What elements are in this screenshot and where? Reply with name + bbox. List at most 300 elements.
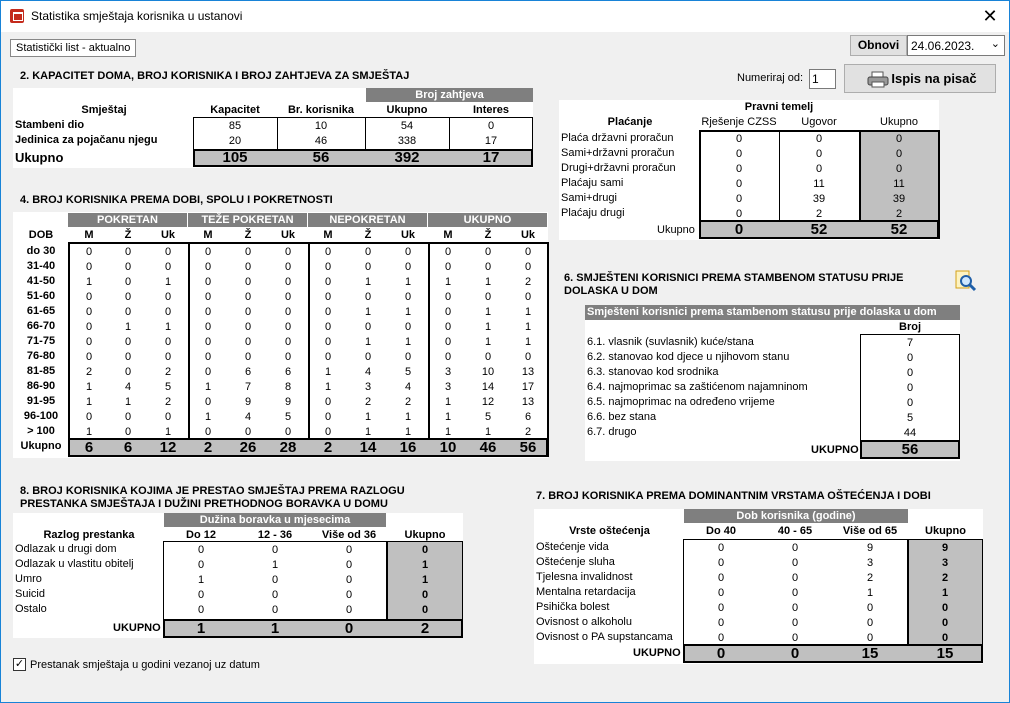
s3-cell: 0: [735, 178, 743, 190]
s2-row-label: Jedinica za pojačanu njegu: [15, 134, 158, 146]
s2-group-header: Broj zahtjeva: [366, 88, 533, 102]
s4-cell: 0: [124, 366, 132, 378]
s4-cell: 0: [444, 336, 452, 348]
s8-cell: 1: [421, 574, 429, 586]
s3-cell: 39: [812, 193, 826, 205]
s4-row-label: 76-80: [26, 350, 56, 362]
s8-cell: 0: [271, 589, 279, 601]
s6-cell: 0: [906, 382, 914, 394]
s4-cell: 1: [324, 366, 332, 378]
s4-cell: 0: [484, 261, 492, 273]
s7-row-label: Tjelesna invalidnost: [536, 571, 633, 583]
s2-h-korisnika: Br. korisnika: [287, 104, 355, 116]
s7-row-label: Mentalna retardacija: [536, 586, 636, 598]
section7-title: 7. BROJ KORISNIKA PREMA DOMINANTNIM VRSTAMA OŠTEĆENJA I DOBI: [536, 490, 931, 502]
s8-total-cell: 1: [270, 620, 280, 637]
s4-cell: 1: [444, 396, 452, 408]
s3-total-cell: 52: [810, 221, 828, 238]
s7-cell: 0: [941, 632, 949, 644]
s3-cell: 11: [813, 178, 825, 190]
s8-cell: 0: [345, 574, 353, 586]
s4-cell: 1: [404, 411, 412, 423]
s4-cell: 8: [284, 381, 292, 393]
checkbox-prestanak[interactable]: ✓: [14, 658, 25, 670]
s4-h-sub: M: [323, 229, 333, 241]
s4-cell: 1: [404, 426, 412, 438]
s4-cell: 0: [204, 396, 212, 408]
s3-total-label: Ukupno: [657, 224, 695, 236]
s2-h-interes: Interes: [472, 104, 510, 116]
s8-total-label: UKUPNO: [113, 622, 161, 634]
s8-total-cell: 1: [196, 620, 206, 637]
s3-h-rjesenje: Rješenje CZSS: [701, 116, 777, 128]
s4-cell: 1: [404, 306, 412, 318]
s4-h-sub: Uk: [160, 229, 176, 241]
s4-total-cell: 14: [359, 439, 377, 456]
s4-cell: 3: [444, 381, 452, 393]
s2-total-label: Ukupno: [15, 150, 64, 165]
s7-cell: 3: [866, 557, 874, 569]
s4-cell: 0: [244, 426, 252, 438]
s4-cell: 0: [404, 246, 412, 258]
s4-cell: 0: [524, 291, 532, 303]
s2-row-label: Stambeni dio: [15, 119, 85, 131]
title-bar: [1, 1, 1009, 32]
s8-total-cell: 2: [420, 620, 430, 637]
s8-cell: 1: [271, 559, 279, 571]
s6-header-bar: Smješteni korisnici prema stambenom statusu prije dolaska u dom: [585, 305, 960, 320]
s6-cell: 5: [906, 412, 914, 424]
s4-total-cell: 16: [399, 439, 417, 456]
s4-h-sub: Ž: [484, 229, 492, 241]
s7-cell: 0: [791, 557, 799, 569]
s6-row-label: 6.7. drugo: [587, 426, 637, 438]
s3-cell: 0: [735, 148, 743, 160]
section2-title: 2. KAPACITET DOMA, BROJ KORISNIKA I BROJ ZAHTJEVA ZA SMJEŠTAJ: [20, 70, 410, 82]
s2-total-cell: 17: [482, 149, 500, 166]
s2-total-cell: 56: [312, 149, 330, 166]
s4-cell: 0: [364, 261, 372, 273]
s4-cell: 0: [444, 261, 452, 273]
s7-total-label: UKUPNO: [633, 647, 681, 659]
s4-cell: 1: [524, 321, 532, 333]
s4-cell: 2: [524, 276, 532, 288]
s4-cell: 0: [364, 351, 372, 363]
s3-cell: 0: [895, 148, 903, 160]
s4-cell: 2: [85, 366, 93, 378]
s4-cell: 1: [484, 321, 492, 333]
s4-cell: 1: [484, 276, 492, 288]
s8-row-label: Suicid: [15, 588, 45, 600]
s4-cell: 0: [124, 411, 132, 423]
s7-row-label: Ovisnost o alkoholu: [536, 616, 632, 628]
s4-cell: 0: [164, 411, 172, 423]
s4-cell: 1: [364, 426, 372, 438]
s4-row-label: 91-95: [26, 395, 56, 407]
s4-cell: 2: [524, 426, 532, 438]
s7-cell: 0: [717, 572, 725, 584]
s4-h-sub: Ž: [244, 229, 252, 241]
s4-cell: 0: [444, 306, 452, 318]
s7-header-bar: Dob korisnika (godine): [684, 509, 908, 523]
s2-cell: 338: [397, 135, 417, 147]
s2-cell: 0: [487, 120, 495, 132]
s7-h-ukupno: Ukupno: [925, 525, 966, 537]
s7-grid: [684, 539, 983, 540]
s6-row-label: 6.1. vlasnik (suvlasnik) kuće/stana: [587, 336, 754, 348]
s3-cell: 0: [815, 133, 823, 145]
s8-h-vise36: Više od 36: [321, 529, 377, 541]
section6-title: 6. SMJEŠTENI KORISNICI PREMA STAMBENOM STATUSU PRIJE DOLASKA U DOM: [564, 272, 904, 297]
s4-row-label: > 100: [27, 425, 55, 437]
s4-row-label: 31-40: [26, 260, 56, 272]
close-icon[interactable]: ✕: [982, 6, 998, 26]
s4-cell: 1: [364, 411, 372, 423]
s4-total-cell: 6: [123, 439, 133, 456]
s4-cell: 0: [244, 276, 252, 288]
s4-cell: 0: [324, 321, 332, 333]
s8-cell: 0: [197, 589, 205, 601]
s4-cell: 2: [164, 366, 172, 378]
s3-total-cell: 52: [890, 221, 908, 238]
s4-cell: 5: [484, 411, 492, 423]
s4-cell: 0: [164, 246, 172, 258]
s8-row-label: Odlazak u drugi dom: [15, 543, 117, 555]
print-button[interactable]: [844, 64, 996, 93]
numerate-input[interactable]: 1: [809, 69, 836, 89]
s4-cell: 1: [484, 336, 492, 348]
s4-cell: 0: [244, 321, 252, 333]
s3-h-placanje: Plaćanje: [607, 116, 653, 128]
s8-grid: [164, 541, 463, 542]
s4-cell: 1: [324, 381, 332, 393]
s6-cell: 0: [906, 352, 914, 364]
s3-cell: 0: [735, 193, 743, 205]
s3-cell: 2: [895, 208, 903, 220]
s4-cell: 0: [244, 246, 252, 258]
s8-total-cell: 0: [344, 620, 354, 637]
s3-row-label: Sami+drugi: [561, 192, 617, 204]
s4-cell: 0: [524, 351, 532, 363]
s4-cell: 0: [284, 276, 292, 288]
s6-cell: 0: [906, 397, 914, 409]
s4-cell: 0: [364, 246, 372, 258]
s4-cell: 0: [204, 291, 212, 303]
s4-cell: 0: [404, 321, 412, 333]
s7-cell: 1: [866, 587, 874, 599]
s4-cell: 0: [244, 351, 252, 363]
s4-cell: 0: [204, 366, 212, 378]
search-icon[interactable]: [953, 269, 977, 293]
s4-cell: 1: [524, 306, 532, 318]
s8-h-ukupno: Ukupno: [404, 529, 446, 541]
s4-row-label: 81-85: [26, 365, 56, 377]
s4-cell: 0: [85, 336, 93, 348]
s4-cell: 9: [244, 396, 252, 408]
s4-cell: 6: [244, 366, 252, 378]
s4-cell: 17: [521, 381, 535, 393]
tab-statisticki-list[interactable]: Statistički list - aktualno: [10, 39, 136, 57]
s4-cell: 0: [524, 246, 532, 258]
s7-h-vise65: Više od 65: [842, 525, 898, 537]
s4-cell: 0: [204, 261, 212, 273]
s4-cell: 0: [324, 276, 332, 288]
s4-cell: 0: [164, 306, 172, 318]
s2-h-ukupno: Ukupno: [386, 104, 428, 116]
s4-total-cell: 2: [323, 439, 333, 456]
section8-title-1: 8. BROJ KORISNIKA KOJIMA JE PRESTAO SMJEŠTAJ PREMA RAZLOGU: [20, 485, 405, 497]
s7-cell: 2: [866, 572, 874, 584]
s3-row-label: Plaćaju sami: [561, 177, 624, 189]
s7-cell: 0: [791, 617, 799, 629]
s8-cell: 0: [197, 544, 205, 556]
s4-cell: 0: [164, 291, 172, 303]
print-label: Ispis na pisač: [891, 71, 977, 86]
date-value: 24.06.2023.: [911, 39, 975, 53]
s4-cell: 0: [324, 336, 332, 348]
s8-cell: 0: [271, 604, 279, 616]
s6-row-label: 6.6. bez stana: [587, 411, 657, 423]
s7-cell: 0: [717, 617, 725, 629]
s4-cell: 0: [324, 246, 332, 258]
s3-row-label: Plaćaju drugi: [561, 207, 625, 219]
s7-cell: 0: [941, 602, 949, 614]
s4-cell: 2: [404, 396, 412, 408]
s4-total-cell: 56: [519, 439, 537, 456]
s6-row-label: 6.3. stanovao kod srodnika: [587, 366, 719, 378]
s7-cell: 0: [717, 557, 725, 569]
s3-row-label: Drugi+državni proračun: [561, 162, 676, 174]
s8-row-label: Umro: [15, 573, 42, 585]
s7-cell: 0: [717, 542, 725, 554]
s3-cell: 0: [815, 163, 823, 175]
s4-row-label: 41-50: [26, 275, 56, 287]
s4-cell: 0: [85, 306, 93, 318]
s4-cell: 1: [164, 426, 172, 438]
s7-row-label: Oštećenje sluha: [536, 556, 615, 568]
s7-cell: 0: [717, 587, 725, 599]
s4-h-sub: Ž: [124, 229, 132, 241]
s4-cell: 1: [364, 306, 372, 318]
s4-cell: 0: [324, 306, 332, 318]
s4-cell: 0: [444, 246, 452, 258]
s8-cell: 0: [197, 604, 205, 616]
s7-cell: 0: [791, 587, 799, 599]
s8-h-1236: 12 - 36: [257, 529, 293, 541]
s4-row-label: 86-90: [26, 380, 56, 392]
s4-cell: 0: [444, 291, 452, 303]
s7-cell: 2: [941, 572, 949, 584]
s4-total-cell: 26: [239, 439, 257, 456]
s7-cell: 0: [791, 602, 799, 614]
s2-cell: 20: [228, 135, 242, 147]
s2-h-kapacitet: Kapacitet: [210, 104, 260, 116]
s4-cell: 0: [324, 351, 332, 363]
s4-cell: 0: [85, 411, 93, 423]
s3-cell: 2: [815, 208, 823, 220]
s8-cell: 0: [271, 544, 279, 556]
s3-row-label: Plaća državni proračun: [561, 132, 674, 144]
s3-h-ukupno: Ukupno: [880, 116, 918, 128]
s8-cell: 1: [197, 574, 205, 586]
s4-row-label: 71-75: [26, 335, 56, 347]
s7-total-cell: 0: [790, 645, 800, 662]
s4-group-header: UKUPNO: [428, 213, 547, 227]
s4-cell: 0: [284, 246, 292, 258]
s4-cell: 1: [85, 426, 93, 438]
s6-grid: [861, 334, 960, 335]
s4-h-sub: M: [203, 229, 213, 241]
s4-cell: 1: [444, 426, 452, 438]
s4-row-label: 66-70: [26, 320, 56, 332]
s4-cell: 0: [484, 246, 492, 258]
s3-total-cell: 0: [734, 221, 744, 238]
s7-cell: 0: [866, 617, 874, 629]
s3-cell: 0: [895, 133, 903, 145]
s4-h-sub: Uk: [520, 229, 536, 241]
s4-cell: 0: [85, 351, 93, 363]
s7-total-cell: 15: [861, 645, 879, 662]
s4-cell: 0: [284, 426, 292, 438]
s7-h-do40: Do 40: [706, 525, 736, 537]
s4-total-cell: 46: [479, 439, 497, 456]
s8-cell: 0: [197, 559, 205, 571]
s8-row-label: Ostalo: [15, 603, 47, 615]
s7-total-cell: 0: [716, 645, 726, 662]
s4-cell: 0: [444, 351, 452, 363]
s3-cell: 0: [815, 148, 823, 160]
s4-cell: 0: [324, 396, 332, 408]
s7-row-label: Oštećenje vida: [536, 541, 609, 553]
s4-cell: 0: [324, 411, 332, 423]
s4-cell: 1: [404, 336, 412, 348]
s7-cell: 0: [717, 632, 725, 644]
s2-cell: 54: [400, 120, 414, 132]
s4-row-label: 51-60: [26, 290, 56, 302]
s4-cell: 0: [204, 336, 212, 348]
s6-cell: 0: [906, 367, 914, 379]
date-picker[interactable]: [907, 35, 1005, 56]
s7-cell: 9: [866, 542, 874, 554]
s2-cell: 10: [314, 120, 328, 132]
s4-cell: 0: [484, 291, 492, 303]
s4-cell: 1: [85, 381, 93, 393]
s4-total-cell: 6: [84, 439, 94, 456]
s4-cell: 0: [124, 291, 132, 303]
s4-cell: 0: [204, 321, 212, 333]
s4-cell: 0: [204, 426, 212, 438]
s4-cell: 12: [481, 396, 495, 408]
s4-cell: 0: [284, 351, 292, 363]
s4-total-cell: 10: [439, 439, 457, 456]
s7-cell: 9: [941, 542, 949, 554]
s6-row-label: 6.4. najmoprimac sa zaštićenom najamninom: [587, 381, 808, 393]
s4-cell: 0: [284, 336, 292, 348]
printer-icon: [867, 70, 889, 87]
s4-cell: 0: [204, 246, 212, 258]
s4-cell: 1: [364, 336, 372, 348]
s4-cell: 0: [124, 246, 132, 258]
s4-cell: 0: [204, 306, 212, 318]
chevron-down-icon[interactable]: ⌄: [990, 38, 1000, 50]
s4-total-label: Ukupno: [20, 440, 62, 452]
s4-cell: 0: [85, 246, 93, 258]
s4-cell: 0: [204, 351, 212, 363]
s7-h-vrste: Vrste oštećenja: [569, 525, 650, 537]
s8-cell: 0: [421, 604, 429, 616]
s4-cell: 1: [204, 381, 212, 393]
s6-h-broj: Broj: [899, 321, 921, 333]
s4-cell: 0: [85, 321, 93, 333]
s4-group-header: POKRETAN: [68, 213, 187, 227]
s4-cell: 6: [524, 411, 532, 423]
s4-row-label: 96-100: [23, 410, 59, 422]
s4-cell: 1: [404, 276, 412, 288]
s4-cell: 5: [284, 411, 292, 423]
app-icon: [10, 9, 24, 23]
s4-cell: 10: [481, 366, 495, 378]
s4-cell: 0: [85, 261, 93, 273]
s6-total-cell: 56: [901, 441, 919, 458]
s4-cell: 1: [204, 411, 212, 423]
s2-cell: 46: [314, 135, 328, 147]
s4-h-sub: Uk: [400, 229, 416, 241]
s4-cell: 5: [404, 366, 412, 378]
s7-cell: 0: [717, 602, 725, 614]
s4-cell: 0: [204, 276, 212, 288]
s7-cell: 1: [941, 587, 949, 599]
s6-cell: 7: [906, 337, 914, 349]
s4-cell: 4: [124, 381, 132, 393]
s4-cell: 0: [164, 351, 172, 363]
s4-cell: 0: [124, 336, 132, 348]
s3-cell: 11: [893, 178, 905, 190]
s8-header-bar: Dužina boravka u mjesecima: [164, 513, 386, 527]
s4-h-sub: Ž: [364, 229, 372, 241]
s4-cell: 0: [324, 426, 332, 438]
s4-cell: 4: [404, 381, 412, 393]
s8-cell: 0: [421, 589, 429, 601]
s3-row-label: Sami+državni proračun: [561, 147, 675, 159]
s4-cell: 1: [164, 276, 172, 288]
checkbox-prestanak-label: Prestanak smještaja u godini vezanoj uz datum: [30, 659, 260, 671]
s4-cell: 6: [284, 366, 292, 378]
s4-h-sub: M: [443, 229, 453, 241]
s4-cell: 2: [164, 396, 172, 408]
s4-cell: 0: [404, 351, 412, 363]
refresh-button[interactable]: Obnovi: [850, 35, 907, 56]
s8-cell: 0: [345, 559, 353, 571]
s4-cell: 0: [524, 261, 532, 273]
s8-cell: 0: [421, 544, 429, 556]
s4-cell: 0: [124, 351, 132, 363]
s8-cell: 1: [421, 559, 429, 571]
s4-row-label: do 30: [26, 245, 56, 257]
s4-cell: 4: [364, 366, 372, 378]
s4-cell: 1: [524, 336, 532, 348]
s4-h-dob: DOB: [28, 229, 54, 241]
s8-h-razlog: Razlog prestanka: [43, 529, 135, 541]
s4-cell: 0: [324, 291, 332, 303]
s2-h-smjestaj: Smještaj: [81, 104, 127, 116]
s7-cell: 3: [941, 557, 949, 569]
s4-group-header: TEŽE POKRETAN: [188, 213, 307, 227]
s7-h-4065: 40 - 65: [777, 525, 813, 537]
s4-group-header: NEPOKRETAN: [308, 213, 427, 227]
s4-cell: 2: [364, 396, 372, 408]
s7-cell: 0: [791, 542, 799, 554]
s4-cell: 0: [404, 261, 412, 273]
